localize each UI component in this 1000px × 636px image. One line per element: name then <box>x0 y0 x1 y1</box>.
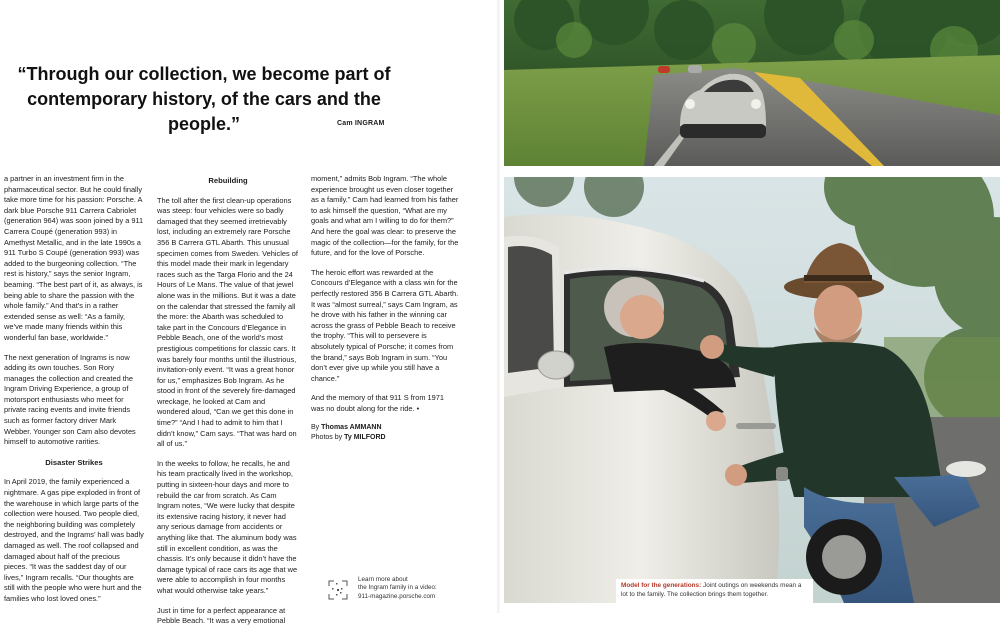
photos-prefix: Photos by <box>311 434 343 442</box>
left-page <box>0 0 500 626</box>
photo-caption <box>616 579 813 603</box>
video-link-block[interactable] <box>328 576 488 606</box>
video-link-url[interactable]: 911-magazine.porsche.com <box>358 592 436 600</box>
pull-quote: “Through our collection, we become part of contemporary history, of the cars and the people.” <box>17 64 391 134</box>
paragraph: In April 2019, the family experienced a nightmare. A gas pipe exploded in front of the warehouse in which large parts of the collection were housed. Two people died, the neighboring building was completely destroyed, and the Ingrams’ hall was badly damaged as well. The roof collapsed and damaged about half of the precious pieces. “It was the saddest day of our lives,” Ingram recalls. “Our thoughts are still with the people who were hurt and the families who lost loved ones.” <box>4 477 144 603</box>
family-photo <box>504 177 1000 603</box>
caption-title: Model for the generations: <box>621 582 702 589</box>
text-column-3 <box>311 174 459 443</box>
byline <box>311 423 459 443</box>
text-column-1 <box>4 174 144 614</box>
caption-text: Joint outings on weekends mean a lot to the family. The collection brings them together. <box>621 582 802 598</box>
byline-prefix: By <box>311 424 320 432</box>
photographer-name: Ty MILFORD <box>344 434 386 442</box>
paragraph: And the memory of that 911 S from 1971 was no doubt along for the ride. • <box>311 393 444 413</box>
paragraph: The next generation of Ingrams is now adding its own touches. Son Rory manages the collection and created the Ingram Driving Experience, a group of motorsport enthusiasts who meet for private racing events and invite friends such as former factory driver Mark Webber. Younger son Cam also devotes himself to automotive rarities. <box>4 352 136 447</box>
qr-code-icon[interactable] <box>328 580 348 600</box>
road-photo <box>504 0 1000 166</box>
section-heading-rebuilding: Rebuilding <box>208 176 248 185</box>
paragraph: The heroic effort was rewarded at the Concours d’Elegance with a class win for the perfectly restored 356 B Carrera GTL Abarth. It was “almost surreal,” says Cam Ingram, as he drove with his father in the winning car across the grass of Pebble Beach to receive the trophy. “This will to persevere is absolutely typical of Porsche; it comes from the brand,” says Bob Ingram in sum. “You don’t ever give up while you still have a chance.” <box>311 267 459 383</box>
paragraph: moment,” admits Bob Ingram. “The whole experience brought us even closer together as a family.” Cam had learned from his father to ask himself the question, “What are my goals and what am I willing to do for them?” And here the goal was clear: to preserve the magic of the collection—for the family, for the future, and for the love of Porsche. <box>311 174 459 258</box>
paragraph: Just in time for a perfect appearance at Pebble Beach. “It was a very emotional <box>157 605 286 626</box>
paragraph: a partner in an investment firm in the pharmaceutical sector. But he could finally take more time for his passion: Porsche. A dark blue Porsche 911 Carrera Cabriolet (generation 964) was soon joined by a 911 Carrera Coupé (generation 993) in Amethyst Metallic, and in the late 1990s a 911 Turbo S Coupé (generation 993) was added to the burgeoning collection. “The rest is history,” says the senior Ingram, beaming. “The best part of it, as always, is being able to share the passion with the whole family.” And that’s in a rather extended sense as well: “As a family, we’ve made many friends within this wonderful fan base, worldwide.” <box>4 174 144 342</box>
text-column-2 <box>157 176 299 636</box>
video-link-text <box>358 576 478 601</box>
section-heading-disaster: Disaster Strikes <box>45 457 103 467</box>
quote-attribution: Cam INGRAM <box>337 120 385 127</box>
paragraph: In the weeks to follow, he recalls, he and his team practically lived in the workshop, putting in sixteen-hour days and more to rebuild the car from scratch. As Cam Ingram notes, “We were lucky that despite its extensive racing history, it never had any serious damage from accidents or anything like that. The aluminum body was still in excellent condition, as was the chassis. It’s only because it didn’t have the damage typical of race cars its age that we were able to accomplish in four months what would otherwise take years.” <box>157 458 298 595</box>
paragraph: The toll after the first clean-up operations was steep: four vehicles were so badly damaged that they seemed irretrievably lost, including an extremely rare Porsche 356 B Carrera GTL Abarth. This unusual specimen comes from Sweden. Vehicles of this model made their mark in legendary races such as the Targa Florio and the 24 Hours of Le Mans. The value of that jewel alone was in the millions. But it was a date on the calendar that stressed the family all the more: the Abarth was scheduled to take part in the Concours d’Elegance in Pebble Beach, one of the world’s most prestigious competitions for classic cars. It was barely four months until the illustrious, invitation-only event. “It was a great honor for us,” emphasizes Bob Ingram. As he stood in front of the severely fire-damaged wreckage, he looked at Cam and wondered aloud, “Can we get this done in time?” “And I had to admit to him that I didn’t know,” Cam says. “That was hard on all of us.” <box>157 195 298 449</box>
author-name: Thomas AMMANN <box>321 424 382 432</box>
video-link-line: Learn more about <box>358 576 408 583</box>
video-link-line: the Ingram family in a video: <box>358 584 437 592</box>
